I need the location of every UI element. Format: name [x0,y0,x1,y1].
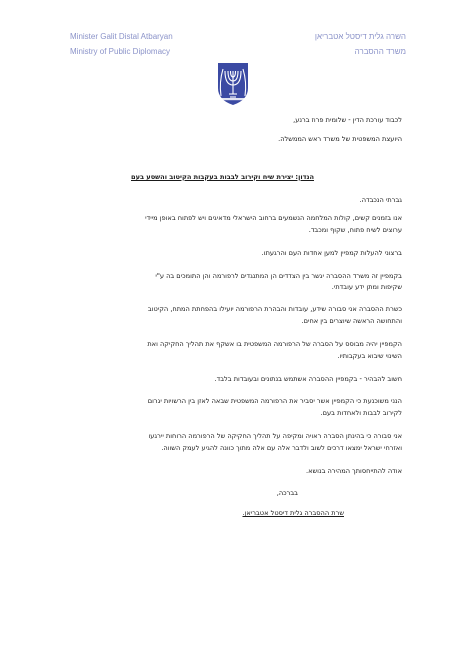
letterhead-hebrew [246,29,406,59]
paragraph-1-line-1: אנו בזמנים קשים, קולות המלחמה הנשמעים ברחוב הישראלי מדאיגים ויש לפתוח באופן מיידי [145,214,402,222]
minister-name-he: השרה גלית דיסטל אטבריאן [314,32,406,41]
recipient-line-1: לכבוד עורכת הדין - שלומית פרוז ברנע, [293,116,402,124]
letterhead-english [70,29,230,59]
state-emblem-icon [215,60,251,106]
signature: שרת ההסברה גלית דיסטל אטבריאן. [242,509,344,517]
paragraph-6-line-1: חשוב להבהיר - בקמפיין ההסברה אשתמש בנתונים ובעובדות בלבד. [214,375,402,383]
subject-line: הנדון: יצירת שיח וקירוב לבבות בעקבות הקיטוב והשסע בעם [131,173,314,181]
paragraph-1-line-2: ערוצים לשיח פתוח, שקוף ומכבד. [308,226,402,234]
paragraph-4-line-1: כשרת ההסברה אני סבורה שידע, עובדות והבהרת הרפורמה יועילו בהפחתת המתח, הקיטוב [147,305,402,313]
paragraph-7-line-1: הנני משוכנעת כי הקמפיין אשר יסביר את הרפורמה המשפטית שבאה לאזן בין הרשויות יגרום [147,397,402,405]
paragraph-8-line-2: ואזרחי ישראל ימצאו דרכים לשוב ולדבר אלה עם אלה מתוך כוונה להגיע לעמק השווה. [161,444,402,452]
paragraph-9-line-1: אודה להתייחסותך המהירה בנושא. [305,467,402,475]
minister-name-en: Minister Galit Distal Atbaryan [70,32,173,41]
salutation: גברתי הנכבדה. [359,196,402,204]
paragraph-8-line-1: אני סבורה כי בהינתן הסברה ראויה ומקיפה על תהליך החקיקה של הרפורמה הרוחות יירגעו [148,432,402,440]
paragraph-4-line-2: והתחושה הראשה שיוצרים בין אחים. [301,317,402,325]
paragraph-5-line-1: הקמפיין יהיה מבוסס על הסברה של הרפורמה המשפטית בו אשקף את תהליך החקיקה ואת [147,340,402,348]
recipient-line-2: היועצת המשפטית של משרד ראש הממשלה. [278,135,402,143]
paragraph-5-line-2: השינוי שיבוא בעקבותיו. [337,352,402,360]
paragraph-7-line-2: לקירוב לבבות ולאחדות בעם. [320,409,402,417]
paragraph-3-line-2: שקיפות ומתן ידע עובדתי. [331,283,402,291]
paragraph-2-line-1: ברצוני להעלות קמפיין למען אחדות העם והרגעתו. [261,249,402,257]
ministry-name-he: משרד ההסברה [354,47,406,56]
closing: בברכה, [276,489,298,497]
ministry-name-en: Ministry of Public Diplomacy [70,47,171,56]
paragraph-3-line-1: בקמפיין זה משרד ההסברה יגשר בין הצדדים הן המתנגדים לרפורמה והן התומכים בה ע"י [155,272,402,280]
